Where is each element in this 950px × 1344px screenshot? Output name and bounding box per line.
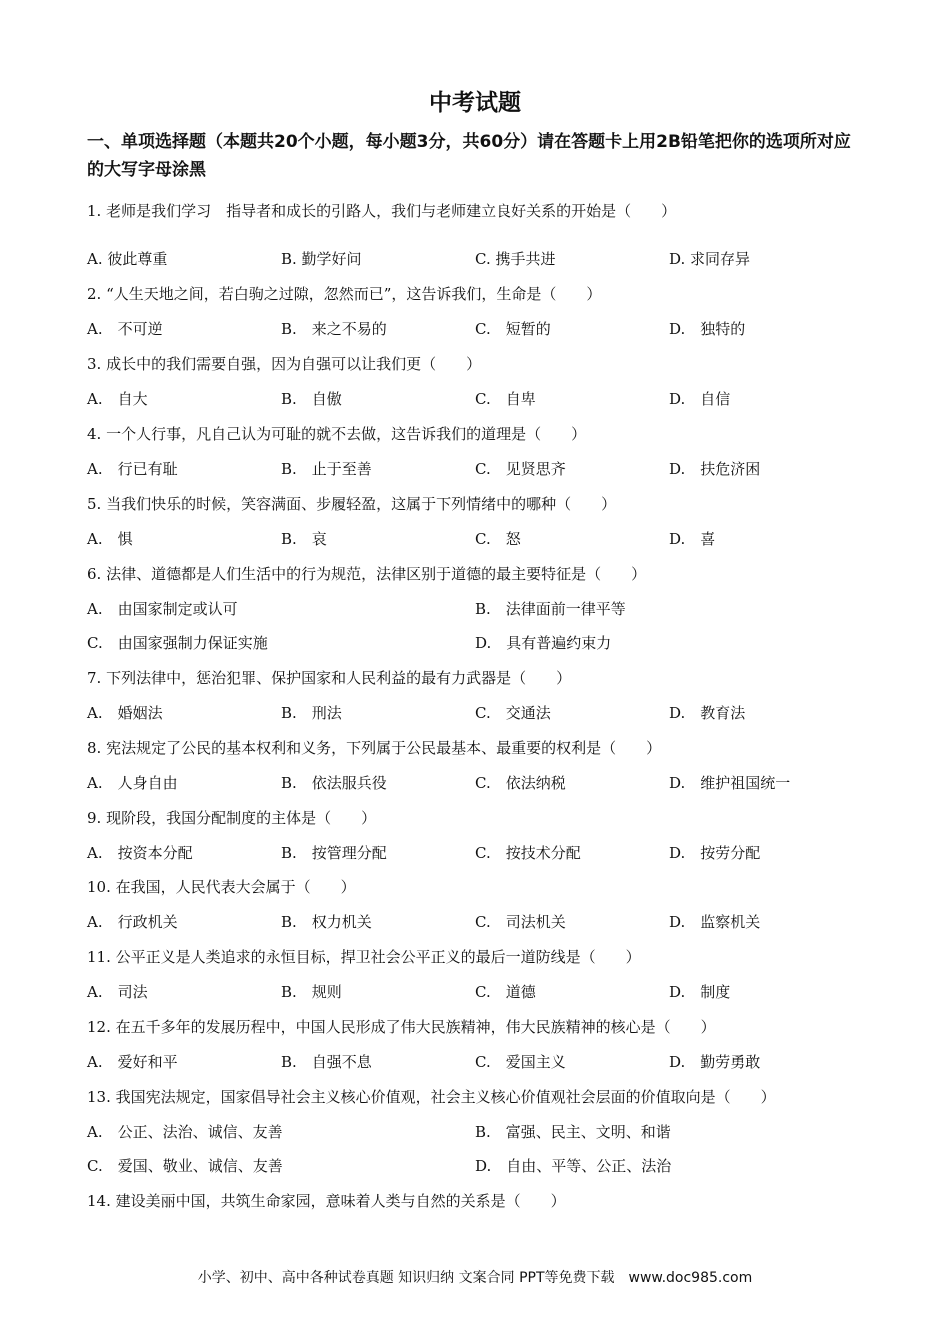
option-a: A. 婚姻法 — [87, 704, 163, 722]
option-c: C. 交通法 — [475, 704, 551, 722]
option-a: A. 公正、法治、诚信、友善 — [87, 1123, 283, 1141]
option-a: A. 惧 — [87, 530, 133, 548]
option-c: C. 爱国、敬业、诚信、友善 — [87, 1157, 283, 1175]
question-stem: 5. 当我们快乐的时候，笑容满面、步履轻盈，这属于下列情绪中的哪种（ ） — [87, 495, 617, 513]
option-a: A. 行政机关 — [87, 913, 178, 931]
option-d: D. 按劳分配 — [669, 844, 761, 862]
option-d: D. 扶危济困 — [669, 460, 761, 478]
option-d: D. 教育法 — [669, 704, 746, 722]
option-b: B. 来之不易的 — [281, 320, 387, 338]
question-stem: 7. 下列法律中，惩治犯罪、保护国家和人民利益的最有力武器是（ ） — [87, 669, 572, 687]
option-c: C. 依法纳税 — [475, 774, 566, 792]
option-a: A. 爱好和平 — [87, 1053, 178, 1071]
option-b: B. 规则 — [281, 983, 342, 1001]
question-stem: 10. 在我国，人民代表大会属于（ ） — [87, 878, 356, 896]
option-d: D. 求同存异 — [669, 250, 751, 268]
section-heading: 一、单项选择题（本题共20个小题，每小题3分，共60分）请在答题卡上用2B铅笔把你的选项所对应的大写字母涂黑 — [87, 132, 851, 180]
question-stem: 14. 建设美丽中国，共筑生命家园，意味着人类与自然的关系是（ ） — [87, 1192, 566, 1210]
option-c: C. 司法机关 — [475, 913, 566, 931]
question-stem: 13. 我国宪法规定，国家倡导社会主义核心价值观，社会主义核心价值观社会层面的价值取向是（ ） — [87, 1088, 776, 1106]
option-b: B. 依法服兵役 — [281, 774, 387, 792]
option-c: C. 按技术分配 — [475, 844, 581, 862]
question-stem: 4. 一个人行事，凡自己认为可耻的就不去做，这告诉我们的道理是（ ） — [87, 425, 587, 443]
question-stem: 12. 在五千多年的发展历程中，中国人民形成了伟大民族精神，伟大民族精神的核心是（ ） — [87, 1018, 716, 1036]
option-a: A. 人身自由 — [87, 774, 178, 792]
option-c: C. 爱国主义 — [475, 1053, 566, 1071]
option-b: B. 哀 — [281, 530, 327, 548]
option-d: D. 监察机关 — [669, 913, 761, 931]
option-a: A. 行已有耻 — [87, 460, 178, 478]
option-c: C. 短暂的 — [475, 320, 551, 338]
footer-text: 小学、初中、高中各种试卷真题 知识归纳 文案合同 PPT等免费下载 www.doc985.com — [197, 1270, 753, 1286]
option-b: B. 富强、民主、文明、和谐 — [475, 1123, 671, 1141]
option-b: B. 止于至善 — [281, 460, 372, 478]
option-b: B. 刑法 — [281, 704, 342, 722]
option-d: D. 独特的 — [669, 320, 746, 338]
option-b: B. 自傲 — [281, 390, 342, 408]
option-b: B. 按管理分配 — [281, 844, 387, 862]
option-b: B. 自强不息 — [281, 1053, 372, 1071]
option-d: D. 制度 — [669, 983, 731, 1001]
option-a: A. 自大 — [87, 390, 148, 408]
option-c: C. 道德 — [475, 983, 536, 1001]
option-d: D. 勤劳勇敢 — [669, 1053, 761, 1071]
option-d: D. 喜 — [669, 530, 716, 548]
option-a: A. 司法 — [87, 983, 148, 1001]
option-b: B. 法律面前一律平等 — [475, 600, 626, 618]
page-title: 中考试题 — [429, 90, 521, 116]
question-stem: 9. 现阶段，我国分配制度的主体是（ ） — [87, 809, 377, 827]
option-c: C. 见贤思齐 — [475, 460, 566, 478]
question-stem: 8. 宪法规定了公民的基本权利和义务，下列属于公民最基本、最重要的权利是（ ） — [87, 739, 662, 757]
question-stem: 2. “人生天地之间，若白驹之过隙，忽然而已”，这告诉我们，生命是（ ） — [87, 285, 602, 303]
option-d: D. 维护祖国统一 — [669, 774, 791, 792]
option-b: B. 权力机关 — [281, 913, 372, 931]
option-a: A. 由国家制定或认可 — [87, 600, 238, 618]
question-stem: 11. 公平正义是人类追求的永恒目标，捍卫社会公平正义的最后一道防线是（ ） — [87, 948, 641, 966]
option-a: A. 按资本分配 — [87, 844, 193, 862]
option-b: B. 勤学好问 — [281, 250, 362, 268]
option-c: C. 自卑 — [475, 390, 536, 408]
question-stem: 6. 法律、道德都是人们生活中的行为规范，法律区别于道德的最主要特征是（ ） — [87, 565, 647, 583]
option-c: C. 由国家强制力保证实施 — [87, 634, 268, 652]
option-d: D. 自由、平等、公正、法治 — [475, 1157, 672, 1175]
option-d: D. 具有普遍约束力 — [475, 634, 612, 652]
option-a: A. 不可逆 — [87, 320, 163, 338]
question-stem: 3. 成长中的我们需要自强，因为自强可以让我们更（ ） — [87, 355, 482, 373]
option-d: D. 自信 — [669, 390, 731, 408]
question-stem: 1. 老师是我们学习 指导者和成长的引路人，我们与老师建立良好关系的开始是（ ） — [87, 202, 677, 220]
option-c: C. 携手共进 — [475, 250, 556, 268]
option-c: C. 怒 — [475, 530, 521, 548]
option-a: A. 彼此尊重 — [87, 250, 168, 268]
